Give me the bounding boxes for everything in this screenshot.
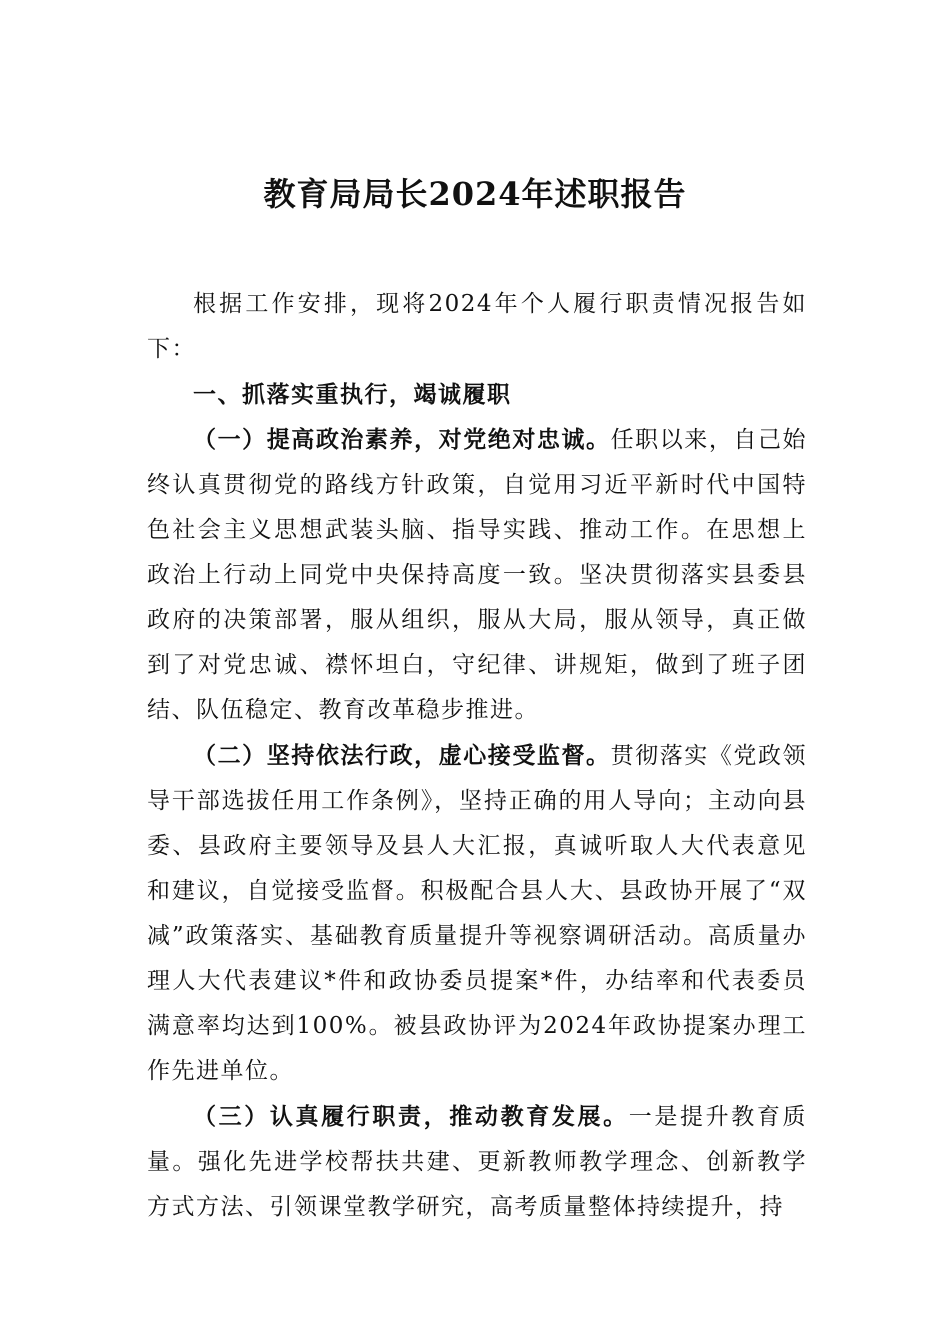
item-2-text: 贯彻落实《党政领导干部选拔任用工作条例》，坚持正确的用人导向；主动向县委、县政府主要领导及县人大汇报，真诚听取人大代表意见和建议，自觉接受监督。积极配合县人大、县政协开展了“双减”政策落实、基础教育质量提升等视察调研活动。高质量办理人大代表建议*件和政协委员提案*件，办结率和代表委员满意率均达到100%。被县政协评为2024年政协提案办理工作先进单位。: [147, 743, 807, 1084]
document-body: [147, 282, 807, 1230]
item-3-text: 一是提升教育质量。强化先进学校帮扶共建、更新教师教学理念、创新教学方式方法、引领课堂教学研究，高考质量整体持续提升，持: [147, 1104, 808, 1220]
item-1-paragraph: [147, 417, 807, 733]
item-1-text: 任职以来，自己始终认真贯彻党的路线方针政策，自觉用习近平新时代中国特色社会主义思想武装头脑、指导实践、推动工作。在思想上政治上行动上同党中央保持高度一致。坚决贯彻落实县委县政府的决策部署，服从组织，服从大局，服从领导，真正做到了对党忠诚、襟怀坦白，守纪律、讲规矩，做到了班子团结、队伍稳定、教育改革稳步推进。: [147, 427, 807, 723]
section-1-heading: 一、抓落实重执行，竭诚履职: [193, 381, 512, 408]
item-2-lead: （二）坚持依法行政，虚心接受监督。: [193, 742, 611, 769]
item-1-lead: （一）提高政治素养，对党绝对忠诚。: [193, 426, 611, 453]
intro-paragraph: 根据工作安排，现将2024年个人履行职责情况报告如下：: [147, 291, 807, 362]
document-title: 教育局局长2024年述职报告: [263, 175, 687, 213]
item-3-lead: （三）认真履行职责，推动教育发展。: [193, 1103, 629, 1130]
item-2-paragraph: [147, 733, 807, 1094]
item-3-paragraph: [147, 1094, 807, 1230]
